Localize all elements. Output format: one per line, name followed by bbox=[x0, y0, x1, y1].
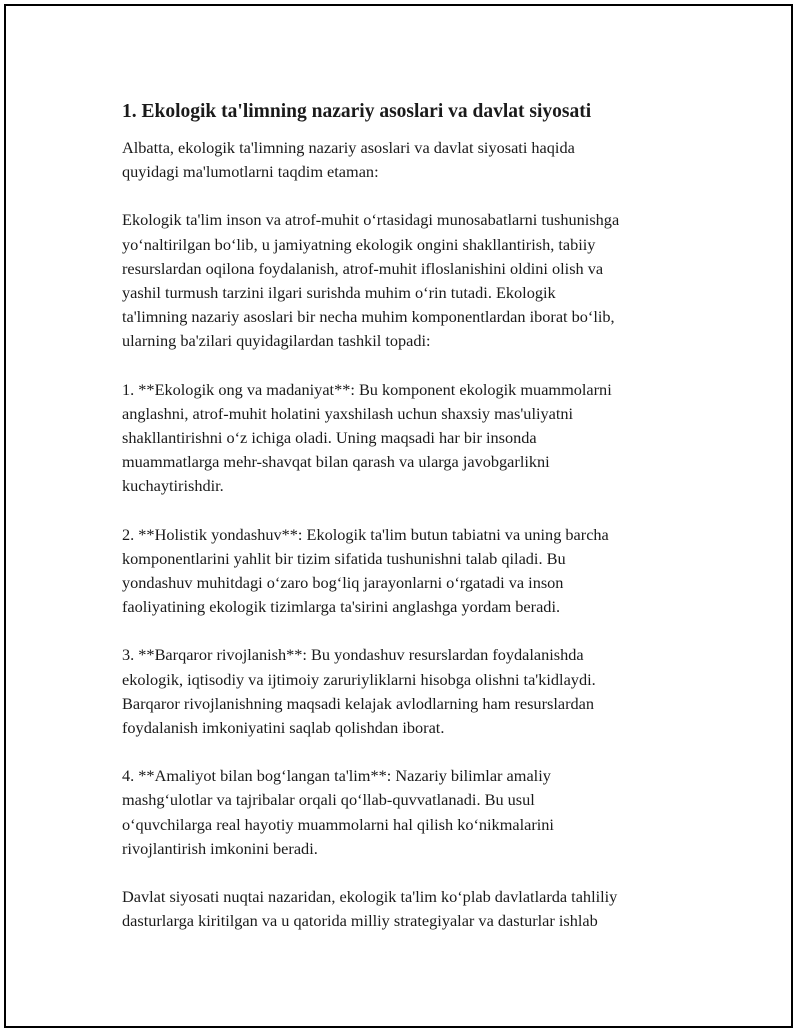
text-line: ekologik, iqtisodiy va ijtimoiy zaruriyliklarni hisobga olishni ta'kidlaydi. bbox=[122, 669, 596, 689]
text-line: foydalanish imkoniyatini saqlab qolishdan iborat. bbox=[122, 718, 445, 738]
list-item-3 bbox=[122, 643, 712, 740]
text-line: shakllantirishni oʻz ichiga oladi. Uning maqsadi har bir insonda bbox=[122, 428, 537, 448]
text-line: rivojlantirish imkonini beradi. bbox=[122, 838, 318, 858]
text-line: faoliyatining ekologik tizimlarga ta'sirini anglashga yordam beradi. bbox=[122, 597, 561, 617]
text-line: Davlat siyosati nuqtai nazaridan, ekologik ta'lim koʻplab davlatlarda tahliliy bbox=[122, 887, 618, 907]
text-line: ta'limning nazariy asoslari bir necha muhim komponentlardan iborat boʻlib, bbox=[122, 307, 615, 327]
text-line: oʻquvchilarga real hayotiy muammolarni hal qilish koʻnikmalarini bbox=[122, 814, 554, 834]
text-line: Albatta, ekologik ta'limning nazariy asoslari va davlat siyosati haqida bbox=[122, 138, 575, 157]
text-line: dasturlarga kiritilgan va u qatorida milliy strategiyalar va dasturlar ishlab bbox=[122, 911, 598, 931]
text-line: Ekologik ta'lim inson va atrof-muhit oʻrtasidagi munosabatlarni tushunishga bbox=[122, 210, 620, 230]
text-line: muammatlarga mehr-shavqat bilan qarash va ularga javobgarlikni bbox=[122, 452, 550, 472]
document-title: 1. Ekologik ta'limning nazariy asoslari va davlat siyosati bbox=[122, 101, 592, 122]
page-frame bbox=[4, 4, 793, 1028]
text-line: quyidagi ma'lumotlarni taqdim etaman: bbox=[122, 162, 379, 182]
text-line: yondashuv muhitdagi oʻzaro bogʻliq jarayonlarni oʻrgatadi va inson bbox=[122, 573, 564, 593]
list-item-1 bbox=[122, 378, 712, 499]
text-line: 2. **Holistik yondashuv**: Ekologik ta'lim butun tabiatni va uning barcha bbox=[122, 524, 609, 544]
document-body bbox=[122, 98, 712, 957]
text-line: ularning ba'zilari quyidagilardan tashkil topadi: bbox=[122, 331, 431, 351]
text-line: yoʻnaltirilgan boʻlib, u jamiyatning ekologik ongini shakllantirish, tabiiy bbox=[122, 234, 596, 254]
text-line: 1. **Ekologik ong va madaniyat**: Bu komponent ekologik muammolarni bbox=[122, 379, 612, 399]
text-line: 3. **Barqaror rivojlanish**: Bu yondashuv resurslardan foydalanishda bbox=[122, 645, 584, 665]
text-line: 4. **Amaliyot bilan bogʻlangan ta'lim**: Nazariy bilimlar amaliy bbox=[122, 766, 551, 786]
text-line: Barqaror rivojlanishning maqsadi kelajak avlodlarning ham resurslardan bbox=[122, 693, 595, 713]
text-line: mashgʻulotlar va tajribalar orqali qoʻllab-quvvatlanadi. Bu usul bbox=[122, 790, 535, 810]
text-line: komponentlarini yahlit bir tizim sifatida tushunishni talab qiladi. Bu bbox=[122, 548, 566, 568]
paragraph-policy bbox=[122, 885, 712, 933]
paragraph-definition bbox=[122, 208, 712, 353]
list-item-2 bbox=[122, 523, 712, 620]
text-line: anglashni, atrof-muhit holatini yaxshilash uchun shaxsiy mas'uliyatni bbox=[122, 403, 574, 423]
text-line: yashil turmush tarzini ilgari surishda muhim oʻrin tutadi. Ekologik bbox=[122, 283, 556, 303]
paragraph-intro bbox=[122, 136, 712, 184]
text-line: kuchaytirishdir. bbox=[122, 476, 224, 496]
text-line: resurslardan oqilona foydalanish, atrof-muhit ifloslanishini oldini olish va bbox=[122, 258, 604, 278]
list-item-4 bbox=[122, 764, 712, 861]
